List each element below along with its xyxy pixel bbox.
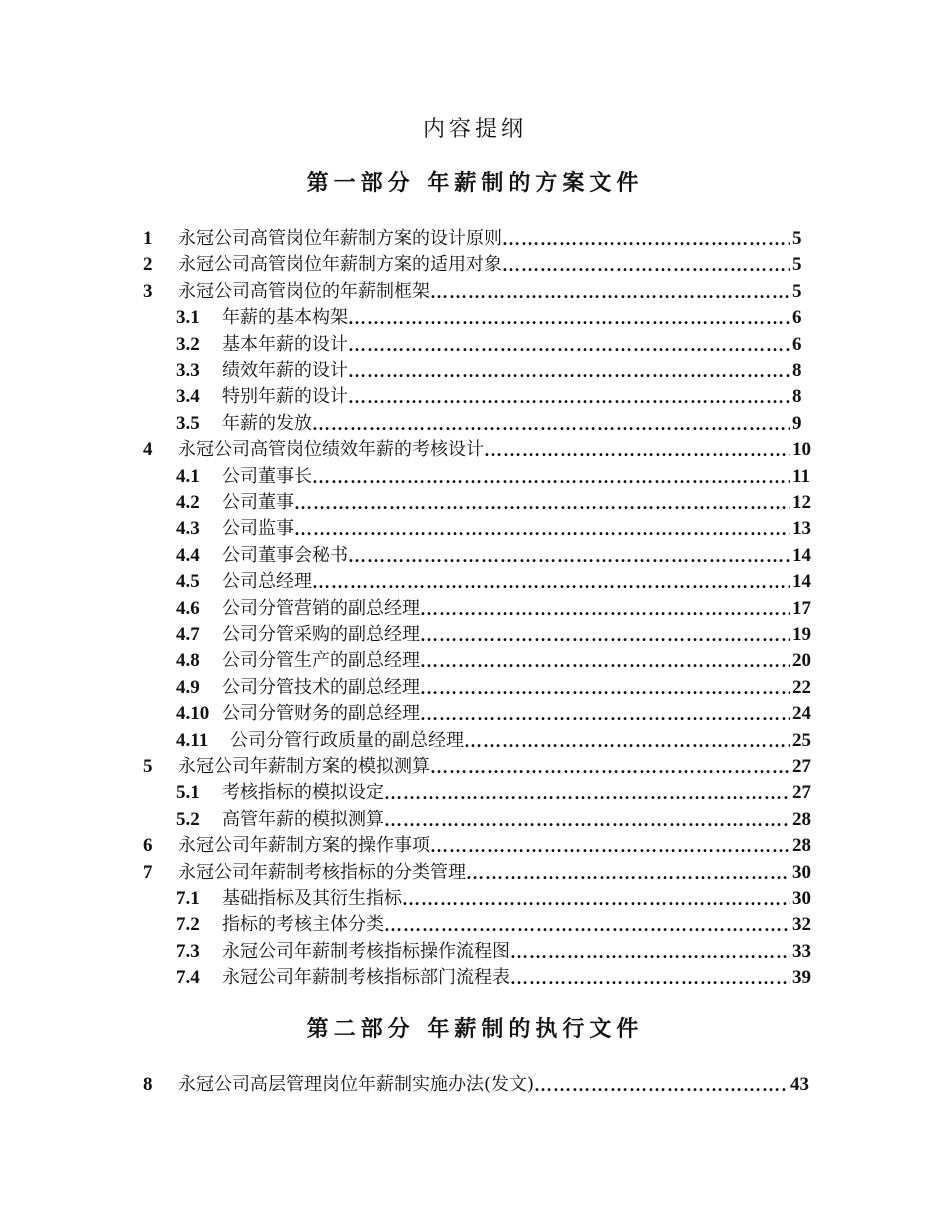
toc-label: 公司分管采购的副总经理 (222, 624, 420, 645)
toc-number: 7.1 (176, 888, 200, 909)
leader-dots (430, 279, 790, 305)
toc-number: 4.4 (176, 545, 200, 566)
toc-number: 4.6 (176, 598, 200, 619)
leader-dots (510, 965, 790, 991)
toc-number: 3.2 (176, 334, 200, 355)
toc-page-number: 8 (792, 360, 802, 381)
leader-dots (294, 490, 790, 516)
toc-entry-7-3[interactable] (0, 939, 950, 965)
toc-label: 公司董事 (222, 492, 294, 513)
toc-label: 公司董事长 (222, 466, 312, 487)
leader-dots (502, 252, 790, 278)
toc-number: 7 (143, 862, 153, 883)
toc-entry-5-1[interactable] (0, 780, 950, 806)
toc-number: 4.10 (176, 703, 210, 724)
toc-label: 基本年薪的设计 (222, 334, 348, 355)
toc-number: 8 (143, 1074, 153, 1095)
toc-label: 永冠公司年薪制方案的模拟测算 (178, 756, 430, 777)
toc-entry-4-7[interactable] (0, 622, 950, 648)
toc-entry-4-2[interactable] (0, 490, 950, 516)
toc-number: 4.2 (176, 492, 200, 513)
toc-label: 公司董事会秘书 (222, 545, 348, 566)
toc-entry-4-10[interactable] (0, 701, 950, 727)
toc-label: 年薪的发放 (222, 413, 312, 434)
toc-entry-4-6[interactable] (0, 596, 950, 622)
toc-label: 基础指标及其衍生指标 (222, 888, 402, 909)
toc-page-number: 9 (792, 413, 802, 434)
toc-page-number: 20 (792, 650, 811, 671)
toc-number: 3.4 (176, 386, 200, 407)
toc-page-number: 11 (792, 466, 810, 487)
leader-dots (510, 939, 790, 965)
toc-page-number: 43 (790, 1074, 809, 1095)
toc-page-number: 30 (792, 888, 811, 909)
toc-number: 4.3 (176, 518, 200, 539)
toc-entry-4-8[interactable] (0, 648, 950, 674)
toc-number: 5.1 (176, 782, 200, 803)
toc-number: 3 (143, 281, 153, 302)
toc-page-number: 10 (792, 439, 811, 460)
toc-label: 高管年薪的模拟测算 (222, 809, 384, 830)
toc-label: 公司分管技术的副总经理 (222, 677, 420, 698)
part-two-heading: 第二部分 年薪制的执行文件 (306, 1016, 644, 1042)
leader-dots (348, 543, 790, 569)
toc-entry-7-4[interactable] (0, 965, 950, 991)
leader-dots (420, 622, 790, 648)
toc-label: 绩效年薪的设计 (222, 360, 348, 381)
toc-number: 4.8 (176, 650, 200, 671)
toc-label: 永冠公司高管岗位的年薪制框架 (178, 281, 430, 302)
toc-number: 4.7 (176, 624, 200, 645)
leader-dots (464, 728, 790, 754)
leader-dots (430, 754, 790, 780)
leader-dots (430, 833, 790, 859)
leader-dots (384, 780, 790, 806)
toc-label: 永冠公司高层管理岗位年薪制实施办法(发文) (178, 1074, 535, 1095)
part-one-heading: 第一部分 年薪制的方案文件 (306, 170, 644, 196)
toc-label: 永冠公司高管岗位年薪制方案的设计原则 (178, 228, 502, 249)
leader-dots (484, 437, 790, 463)
leader-dots (466, 860, 790, 886)
toc-entry-4-1[interactable] (0, 464, 950, 490)
toc-entry-4-4[interactable] (0, 543, 950, 569)
toc-entry-4-5[interactable] (0, 569, 950, 595)
toc-page-number: 13 (792, 518, 811, 539)
leader-dots (348, 384, 790, 410)
toc-page-number: 5 (792, 254, 802, 275)
toc-entry-1[interactable] (0, 226, 950, 252)
leader-dots (312, 569, 790, 595)
toc-number: 4.5 (176, 571, 200, 592)
toc-page-number: 25 (792, 730, 811, 751)
toc-entry-3-2[interactable] (0, 332, 950, 358)
toc-page-number: 5 (792, 281, 802, 302)
toc-page-number: 28 (792, 809, 811, 830)
toc-label: 永冠公司高管岗位年薪制方案的适用对象 (178, 254, 502, 275)
leader-dots (312, 464, 790, 490)
toc-entry-4-9[interactable] (0, 675, 950, 701)
leader-dots (384, 807, 790, 833)
toc-page-number: 27 (792, 782, 811, 803)
toc-label: 公司分管行政质量的副总经理 (230, 730, 464, 751)
leader-dots (420, 701, 790, 727)
toc-label: 公司分管财务的副总经理 (222, 703, 420, 724)
toc-entry-8[interactable] (0, 1072, 950, 1098)
toc-label: 永冠公司年薪制考核指标部门流程表 (222, 967, 510, 988)
toc-page-number: 24 (792, 703, 811, 724)
toc-number: 4.11 (176, 730, 209, 751)
toc-entry-3-5[interactable] (0, 411, 950, 437)
toc-label: 指标的考核主体分类 (222, 914, 384, 935)
document-title: 内容提纲 (422, 117, 527, 142)
toc-entry-7-1[interactable] (0, 886, 950, 912)
toc-entry-3-3[interactable] (0, 358, 950, 384)
toc-page-number: 6 (792, 307, 802, 328)
toc-page-number: 30 (792, 862, 811, 883)
toc-number: 3.5 (176, 413, 200, 434)
toc-page-number: 33 (792, 941, 811, 962)
leader-dots (348, 332, 790, 358)
toc-label: 公司总经理 (222, 571, 312, 592)
toc-entry-3[interactable] (0, 279, 950, 305)
leader-dots (420, 675, 790, 701)
toc-label: 特别年薪的设计 (222, 386, 348, 407)
toc-entry-7[interactable] (0, 860, 950, 886)
toc-page-number: 19 (792, 624, 811, 645)
toc-entry-4-11[interactable] (0, 728, 950, 754)
toc-page-number: 27 (792, 756, 811, 777)
leader-dots (348, 358, 790, 384)
toc-number: 3.1 (176, 307, 200, 328)
toc-label: 永冠公司年薪制考核指标操作流程图 (222, 941, 510, 962)
toc-page-number: 28 (792, 835, 811, 856)
leader-dots (348, 305, 790, 331)
leader-dots (402, 886, 790, 912)
leader-dots (312, 411, 790, 437)
leader-dots (294, 516, 790, 542)
toc-page-number: 6 (792, 334, 802, 355)
toc-entry-6[interactable] (0, 833, 950, 859)
toc-number: 4.9 (176, 677, 200, 698)
toc-entry-5[interactable] (0, 754, 950, 780)
toc-label: 考核指标的模拟设定 (222, 782, 384, 803)
toc-number: 2 (143, 254, 153, 275)
toc-number: 1 (143, 228, 153, 249)
toc-page-number: 12 (792, 492, 811, 513)
toc-label: 永冠公司年薪制考核指标的分类管理 (178, 862, 466, 883)
toc-label: 公司分管生产的副总经理 (222, 650, 420, 671)
toc-number: 7.2 (176, 914, 200, 935)
leader-dots (420, 648, 790, 674)
toc-page-number: 17 (792, 598, 811, 619)
toc-entry-5-2[interactable] (0, 807, 950, 833)
toc-entry-4-3[interactable] (0, 516, 950, 542)
toc-entry-4[interactable] (0, 437, 950, 463)
toc-page-number: 22 (792, 677, 811, 698)
toc-page-number: 39 (792, 967, 811, 988)
leader-dots (420, 596, 790, 622)
toc-number: 5.2 (176, 809, 200, 830)
toc-entry-3-1[interactable] (0, 305, 950, 331)
toc-label: 永冠公司高管岗位绩效年薪的考核设计 (178, 439, 484, 460)
toc-number: 5 (143, 756, 153, 777)
leader-dots (384, 912, 790, 938)
toc-number: 7.3 (176, 941, 200, 962)
toc-number: 3.3 (176, 360, 200, 381)
toc-number: 7.4 (176, 967, 200, 988)
toc-number: 4.1 (176, 466, 200, 487)
toc-label: 永冠公司年薪制方案的操作事项 (178, 835, 430, 856)
toc-number: 4 (143, 439, 153, 460)
toc-label: 公司分管营销的副总经理 (222, 598, 420, 619)
toc-number: 6 (143, 835, 153, 856)
toc-page-number: 32 (792, 914, 811, 935)
leader-dots (502, 226, 790, 252)
toc-entry-3-4[interactable] (0, 384, 950, 410)
toc-page-number: 14 (792, 571, 811, 592)
toc-page-number: 5 (792, 228, 802, 249)
leader-dots (534, 1072, 788, 1098)
toc-page-number: 8 (792, 386, 802, 407)
toc-page-number: 14 (792, 545, 811, 566)
toc-entry-7-2[interactable] (0, 912, 950, 938)
toc-label: 公司监事 (222, 518, 294, 539)
toc-label: 年薪的基本构架 (222, 307, 348, 328)
toc-entry-2[interactable] (0, 252, 950, 278)
